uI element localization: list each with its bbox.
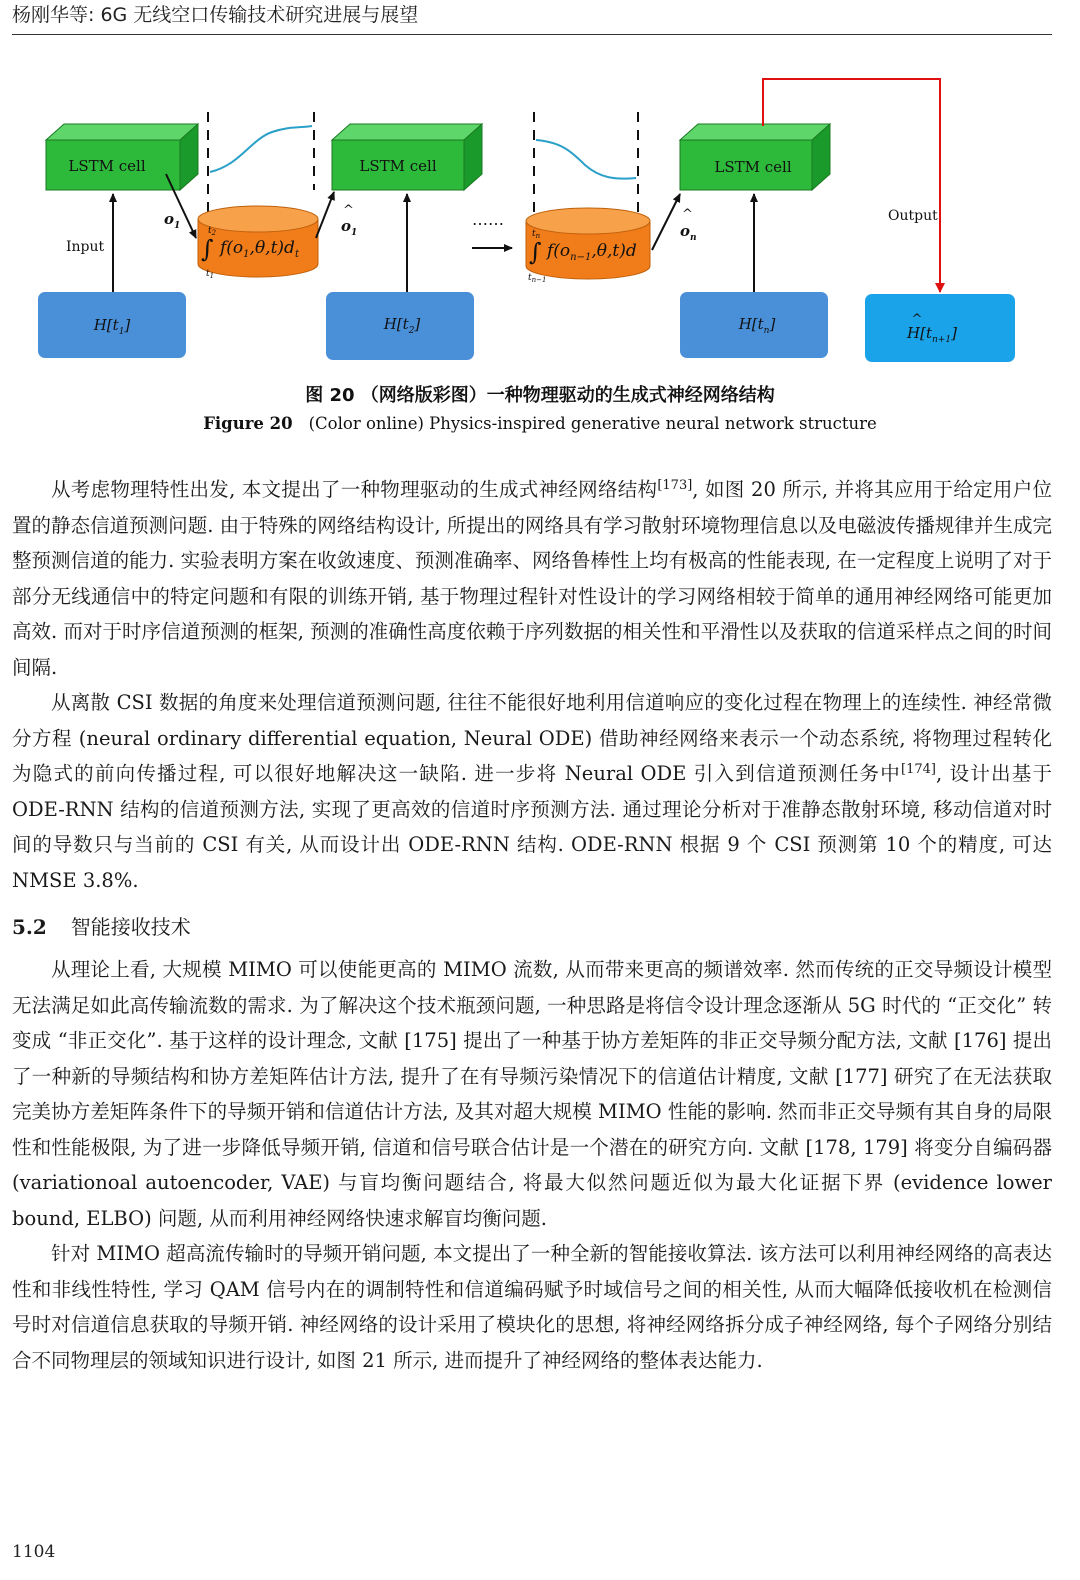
- latent-trajectory-1: [210, 126, 312, 172]
- input-label: Input: [66, 239, 105, 255]
- svg-text:H[t1]: $H[t_1]$: [93, 316, 131, 337]
- citation-174[interactable]: [174]: [901, 762, 936, 777]
- svg-text:H[t2]: $H[t_2]$: [383, 315, 421, 336]
- lstm-cell-2-label: LSTM cell: [359, 157, 437, 175]
- ode-solver-1: [198, 206, 318, 280]
- output-label: Output: [888, 208, 938, 224]
- svg-text:∫: ∫: [201, 235, 214, 263]
- svg-text:∫: ∫: [529, 238, 542, 266]
- h-box-2: [326, 292, 474, 360]
- paragraph-4: 针对 MIMO 超高流传输时的导频开销问题, 本文提出了一种全新的智能接收算法. 该方法可以利用神经网络的高表达性和非线性特性, 学习 QAM 信号内在的调制特性和信道编码赋予时域信号之间的相关性, 从而大幅降低接收机在检测信号时对信道信息获取的导频开销. 神经网络的设计采用了模块化的思想, 将神经网络拆分成子神经网络, 每个子网络分别结合不同物理层的领域知识进行设计, 如图 21 所示, 进而提升了神经网络的整体表达能力.: [12, 1242, 1052, 1372]
- body-text: [12, 472, 1052, 1378]
- svg-text:tn: $t_n$: [532, 229, 541, 240]
- on-hat-label: $o_n$: [680, 222, 697, 243]
- svg-text:^: ^: [911, 312, 923, 327]
- section-heading: [12, 912, 1052, 942]
- svg-text:tn−1: $t_{n-1}$: [528, 273, 547, 284]
- paragraph-3: 从理论上看, 大规模 MIMO 可以使能更高的 MIMO 流数, 从而带来更高的频谱效率. 然而传统的正交导频设计模型无法满足如此高传输流数的需求. 为了解决这个技术瓶颈问题, 一种思路是将信令设计理念逐渐从 5G 时代的 “正交化” 转变成 “非正交化”. 基于这样的设计理念, 文献 [175] 提出了一种基于协方差矩阵的非正交导频分配方法, 文献 [176] 提出了一种新的导频结构和协方差矩阵估计方法, 提升了在有导频污染情况下的信道估计精度, 文献 [177] 研究了在无法获取完美协方差矩阵条件下的导频开销和信道估计方法, 及其对超大规模 MIMO 性能的影响. 然而非正交导频有其自身的局限性和性能极限, 为了进一步降低导频开销, 信道和信号联合估计是一个潜在的研究方向. 文献 [178, 179] 将变分自编码器 (variationoal autoencoder, VAE) 与盲均衡问题结合, 将最大似然问题近似为最大化证据下界 (evidence lower bound, ELBO) 问题, 从而利用神经网络快速求解盲均衡问题.: [12, 958, 1052, 1230]
- svg-text:H[tn]: $H[t_n]$: [738, 315, 776, 336]
- lstm-cell-1: [46, 124, 198, 190]
- lstm-cell-n-label: LSTM cell: [714, 158, 792, 176]
- page-number: 1104: [12, 1542, 56, 1562]
- h-box-n: [680, 292, 828, 358]
- svg-text:^: ^: [682, 207, 693, 222]
- figure-label: Figure 20: [203, 414, 293, 433]
- section-number: 5.2: [12, 915, 47, 939]
- svg-text:t1: $t_1$: [206, 269, 215, 280]
- ode-solver-2: [526, 208, 650, 284]
- ellipsis: ……: [472, 210, 504, 229]
- paragraph-2: 从离散 CSI 数据的角度来处理信道预测问题, 往往不能很好地利用信道响应的变化过程在物理上的连续性. 神经常微分方程 (neural ordinary differential equation, Neural ODE) 借助神经网络来表示一个动态系统, 将物理过程转化为隐式的前向传播过程, 可以很好地解决这一缺陷. 进一步将 Neural ODE 引入到信道预测任务中[174], 设计出基于 ODE-RNN 结构的信道预测方法, 实现了更高效的信道时序预测方法. 通过理论分析对于准静态散射环境, 移动信道对时间的导数只与当前的 CSI 有关, 从而设计出 ODE-RNN 结构. ODE-RNN 根据 9 个 CSI 预测第 10 个的精度, 可达 NMSE 3.8%.: [12, 691, 1052, 892]
- figure-caption-en: [0, 414, 1080, 433]
- lstm-cell-2: [332, 124, 482, 190]
- svg-text:f(on−1,θ,t)d: $f(o_{n-1},\theta,t)d$: [547, 241, 637, 263]
- svg-text:t2: $t_2$: [208, 226, 217, 237]
- h-box-1: [38, 292, 186, 358]
- h-box-predicted: [865, 294, 1015, 362]
- latent-trajectory-2: [536, 140, 636, 179]
- lstm-cell-1-label: LSTM cell: [68, 157, 146, 175]
- figure-caption-cn: 图 20 （网络版彩图）一种物理驱动的生成式神经网络结构: [305, 385, 775, 406]
- svg-text:^: ^: [343, 203, 354, 218]
- o1-hat-label: $o_1$: [341, 217, 358, 238]
- figure-20: [0, 70, 1080, 370]
- svg-text:f(o1,θ,t)dt: $f(o_1,\theta,t)d_t$: [220, 238, 299, 260]
- figure-caption-text: (Color online) Physics-inspired generative neural network structure: [308, 414, 877, 433]
- paragraph-1: 从考虑物理特性出发, 本文提出了一种物理驱动的生成式神经网络结构[173], 如图 20 所示, 并将其应用于给定用户位置的静态信道预测问题. 由于特殊的网络结构设计, 所提出的网络具有学习散射环境物理信息以及电磁波传播规律并生成完整预测信道的能力. 实验表明方案在收敛速度、预测准确率、网络鲁棒性上均有极高的性能表现, 在一定程度上说明了对于部分无线通信中的特定问题和有限的训练开销, 基于物理过程针对性设计的学习网络相较于简单的通用神经网络可能更加高效. 而对于时序信道预测的框架, 预测的准确性高度依赖于序列数据的相关性和平滑性以及获取的信道采样点之间的时间间隔.: [12, 478, 1052, 679]
- svg-text:H[tn+1]: $H[t_{n+1}]$: [907, 324, 957, 345]
- citation-173[interactable]: [173]: [657, 478, 693, 493]
- section-title: 智能接收技术: [70, 915, 191, 939]
- o1-label: $o_1$: [164, 210, 181, 231]
- lstm-cell-n: [680, 124, 830, 190]
- running-header: 杨刚华等: 6G 无线空口传输技术研究进展与展望: [12, 4, 1052, 35]
